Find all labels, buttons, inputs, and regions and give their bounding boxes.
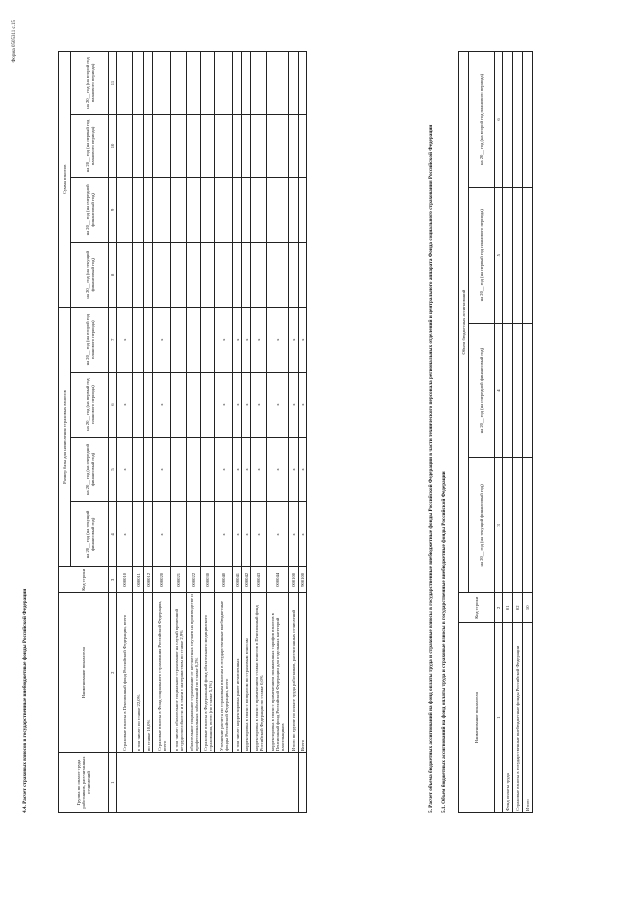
value-cell [133, 502, 144, 567]
value-cell [153, 177, 171, 242]
table-row [187, 52, 201, 813]
value-cell [187, 372, 201, 437]
value-cell [144, 177, 153, 242]
value-cell [233, 177, 242, 242]
value-cell [133, 177, 144, 242]
period-header: на 20__ год (на очередной финансовый год) [71, 437, 109, 502]
value-cell [513, 187, 523, 323]
value-cell [144, 502, 153, 567]
value-cell [171, 372, 187, 437]
value-cell [215, 52, 233, 115]
value-cell [503, 323, 513, 458]
column-number: 6 [495, 52, 503, 188]
value-cell [187, 307, 201, 372]
value-cell [267, 242, 289, 307]
col-name-header: Наименование показателя [59, 593, 109, 753]
value-cell [187, 177, 201, 242]
value-cell [117, 242, 133, 307]
value-cell [171, 437, 187, 502]
row-code: 000040 [215, 567, 233, 593]
value-cell [215, 242, 233, 307]
value-cell [215, 177, 233, 242]
value-cell: x [299, 307, 307, 372]
table-row [171, 52, 187, 813]
row-name: обязательное социальное страхование от несчастных случаев на производстве и профессиональных заболеваний по ставке 0,2% [188, 594, 199, 752]
base-group-header: Размер базы для начисления страховых взносов [59, 307, 71, 567]
column-number: 3 [495, 458, 503, 593]
value-cell: x [233, 307, 242, 372]
value-cell [513, 458, 523, 593]
value-cell [503, 52, 513, 188]
value-cell: x [289, 372, 299, 437]
table-row [153, 52, 171, 813]
value-cell [144, 372, 153, 437]
value-cell: x [153, 437, 171, 502]
row-name: корректировка в связи с возвратом по страховым взносам [242, 593, 251, 753]
row-code: 000022 [187, 567, 201, 593]
value-cell: x [242, 502, 251, 567]
table-row [267, 52, 289, 813]
t2-group-header: Объем бюджетных ассигнований [459, 52, 469, 593]
value-cell [201, 115, 215, 178]
value-cell [201, 307, 215, 372]
value-cell [503, 187, 513, 323]
table-row [523, 52, 533, 813]
table-row [233, 52, 242, 813]
period-header: на 20__ год (на текущий финансовый год) [469, 458, 495, 593]
value-cell [523, 323, 533, 458]
budget-table [458, 51, 533, 813]
period-header: на 20__ год (на очередной финансовый год) [71, 177, 109, 242]
row-code: 000030 [201, 567, 215, 593]
value-cell [513, 323, 523, 458]
value-cell [187, 502, 201, 567]
row-code: 10 [523, 593, 533, 623]
column-number: 11 [109, 52, 117, 115]
row-code: 000011 [133, 567, 144, 593]
period-header: на 20__ год (на первый год планового периода) [71, 115, 109, 178]
value-cell: x [267, 372, 289, 437]
column-number: 1 [495, 623, 503, 813]
row-name: Страховые взносы в государственные внебюджетные фонды Российской Федерации [513, 623, 523, 813]
table-row [513, 52, 523, 813]
value-cell: x [299, 372, 307, 437]
value-cell [144, 52, 153, 115]
value-cell [187, 115, 201, 178]
group-cell [117, 753, 299, 813]
row-code: 000043 [251, 567, 267, 593]
value-cell [242, 177, 251, 242]
value-cell: x [267, 437, 289, 502]
period-header: на 20__ год (на второй год планового периода) [71, 307, 109, 372]
value-cell: x [251, 437, 267, 502]
value-cell [233, 242, 242, 307]
table-row [251, 52, 267, 813]
value-cell [242, 115, 251, 178]
column-number: 2 [495, 593, 503, 623]
row-code: 000041 [233, 567, 242, 593]
group-cell [299, 753, 307, 813]
row-name: Всего [299, 593, 307, 753]
value-cell: x [233, 502, 242, 567]
period-header: на 20__ год (на второй год планового периода) [469, 52, 495, 188]
table-row [117, 52, 133, 813]
value-cell [289, 177, 299, 242]
value-cell [289, 115, 299, 178]
value-cell [133, 115, 144, 178]
value-cell [144, 115, 153, 178]
column-number: 9 [109, 177, 117, 242]
period-header: на 20__ год (на первый год планового периода) [71, 372, 109, 437]
value-cell: x [153, 502, 171, 567]
value-cell: x [251, 307, 267, 372]
table-row [215, 52, 233, 813]
column-number: 4 [109, 502, 117, 567]
value-cell: x [289, 437, 299, 502]
value-cell: x [117, 307, 133, 372]
value-cell: x [267, 307, 289, 372]
column-number: 7 [109, 307, 117, 372]
value-cell [133, 52, 144, 115]
row-name: в том числе: обязательное социальное страхование на случай временной нетрудоспособности и в связи с материнством по ставке 2,9% [171, 593, 187, 753]
row-code: 02 [513, 593, 523, 623]
col-group-header: Группа по оплате труда работников, рассчитанных отчислений [59, 753, 109, 813]
value-cell [251, 115, 267, 178]
value-cell [267, 177, 289, 242]
value-cell: x [117, 502, 133, 567]
table-row [144, 52, 153, 813]
value-cell [117, 115, 133, 178]
value-cell: x [215, 372, 233, 437]
value-cell [201, 242, 215, 307]
value-cell [144, 437, 153, 502]
value-cell: x [242, 372, 251, 437]
value-cell [299, 52, 307, 115]
column-number: 6 [109, 372, 117, 437]
value-cell: x [117, 437, 133, 502]
row-code: 900100 [299, 567, 307, 593]
value-cell: x [242, 307, 251, 372]
form-id: Форма 0505311 с.15 [12, 20, 17, 63]
value-cell [171, 502, 187, 567]
row-code: 000021 [171, 567, 187, 593]
column-number: 3 [109, 567, 117, 593]
value-cell [523, 52, 533, 188]
value-cell: x [289, 307, 299, 372]
value-cell [267, 52, 289, 115]
row-name: корректировка в связи с применением пониженных тарифов взносов в Пенсионный фонд Российской Федерации для отдельных категорий плательщиков [267, 593, 289, 753]
value-cell [117, 177, 133, 242]
row-name: корректировка в связи с применением ставки взносов в Пенсионный фонд Российской Федерации по ставке 0,0% [251, 593, 267, 753]
column-number: 5 [495, 187, 503, 323]
value-cell: x [117, 372, 133, 437]
value-cell: x [267, 502, 289, 567]
column-number: 2 [109, 593, 117, 753]
value-cell [267, 115, 289, 178]
t2-col-name-header: Наименование показателя [459, 623, 495, 813]
value-cell [201, 177, 215, 242]
row-name: Итого по группе по оплате труда работников, рассчитанных отчислений [289, 593, 299, 753]
column-number: 8 [109, 242, 117, 307]
value-cell: x [299, 502, 307, 567]
value-cell: x [215, 437, 233, 502]
value-cell: x [233, 372, 242, 437]
table-row [201, 52, 215, 813]
table-row [289, 52, 299, 813]
value-cell [503, 458, 513, 593]
value-cell [233, 115, 242, 178]
value-cell [171, 177, 187, 242]
table-row [242, 52, 251, 813]
value-cell [117, 52, 133, 115]
value-cell [144, 242, 153, 307]
column-number: 5 [109, 437, 117, 502]
value-cell: x [215, 307, 233, 372]
table-row [133, 52, 144, 813]
period-header: на 20__ год (на текущий финансовый год) [71, 242, 109, 307]
section-title: 4.4. Расчет страховых взносов в государственные внебюджетные фонды Российской Федерации [22, 588, 28, 813]
row-name: Страховые взносы в Фонд социального страхования Российской Федерации, всего [153, 593, 171, 753]
insurance-table [58, 51, 307, 813]
value-cell: x [233, 437, 242, 502]
value-cell: x [289, 502, 299, 567]
row-code: 000012 [144, 567, 153, 593]
value-cell [201, 437, 215, 502]
row-name: Страховые взносы в Федеральный фонд обязательного медицинского страхования, всего (по ставке 5,1%) [201, 593, 215, 753]
value-cell [144, 307, 153, 372]
value-cell [299, 115, 307, 178]
row-name: Страховые взносы в Пенсионный фонд Российской Федерации, всего [117, 593, 133, 753]
row-name: Уточнение расчета по страховым взносам в государственные внебюджетные фонды Российской Федерации, всего [215, 593, 233, 753]
period-header: на 20__ год (на второй год планового периода) [71, 52, 109, 115]
value-cell [251, 177, 267, 242]
section5-subtitle: 5.1. Объем бюджетных ассигнований на фонд оплаты труда и страховые взносы в государственные внебюджетные фонды Российской Федерации [441, 471, 447, 813]
period-header: на 20__ год (на текущий финансовый год) [71, 502, 109, 567]
row-code: 000010 [117, 567, 133, 593]
value-cell [251, 242, 267, 307]
value-cell [187, 437, 201, 502]
value-cell [201, 502, 215, 567]
value-cell [289, 242, 299, 307]
sum-group-header: Сумма взносов [59, 52, 71, 308]
period-header: на 20__ год (на очередной финансовый год) [469, 323, 495, 458]
row-code: 000042 [242, 567, 251, 593]
column-number: 1 [109, 753, 117, 813]
period-header: на 20__ год (на первый год планового периода) [469, 187, 495, 323]
value-cell [153, 115, 171, 178]
value-cell [133, 437, 144, 502]
value-cell [523, 187, 533, 323]
col-code-header: Код строки [59, 567, 109, 593]
value-cell [513, 52, 523, 188]
row-name: Фонд оплаты труда [503, 623, 513, 813]
row-name: по ставке 10,0% [144, 593, 153, 753]
value-cell [201, 372, 215, 437]
value-cell: x [242, 437, 251, 502]
value-cell [171, 52, 187, 115]
value-cell [153, 242, 171, 307]
value-cell [133, 242, 144, 307]
value-cell [171, 115, 187, 178]
value-cell [171, 307, 187, 372]
value-cell [153, 52, 171, 115]
value-cell [251, 52, 267, 115]
value-cell [201, 52, 215, 115]
row-code: 01 [503, 593, 513, 623]
value-cell: x [251, 502, 267, 567]
column-number: 10 [109, 115, 117, 178]
section5-title: 5. Расчет объема бюджетных ассигнований на фонд оплаты труда и страховые взносы в государственные внебюджетные фонды Российской Федерации в части технического персонала региональных отделений и центрального аппарата Фонда социального страхования Российской Федерации [428, 124, 434, 813]
value-cell [289, 52, 299, 115]
value-cell [215, 115, 233, 178]
row-code: 000044 [267, 567, 289, 593]
column-number: 4 [495, 323, 503, 458]
row-name: в том числе: корректировка ранее исчисленных [233, 593, 242, 753]
table-row [299, 52, 307, 813]
row-name: в том числе: по ставке 22,0% [133, 593, 144, 753]
value-cell [299, 177, 307, 242]
value-cell [242, 52, 251, 115]
row-code: 000100 [289, 567, 299, 593]
row-name: Итого [523, 623, 533, 813]
value-cell: x [251, 372, 267, 437]
value-cell: x [215, 502, 233, 567]
t2-col-code-header: Код строки [459, 593, 495, 623]
value-cell [133, 372, 144, 437]
value-cell [299, 242, 307, 307]
value-cell [171, 242, 187, 307]
value-cell: x [299, 437, 307, 502]
value-cell: x [153, 307, 171, 372]
row-code: 000020 [153, 567, 171, 593]
value-cell [187, 242, 201, 307]
value-cell [242, 242, 251, 307]
value-cell [523, 458, 533, 593]
value-cell [133, 307, 144, 372]
value-cell: x [153, 372, 171, 437]
value-cell [233, 52, 242, 115]
value-cell [187, 52, 201, 115]
table-row [503, 52, 513, 813]
